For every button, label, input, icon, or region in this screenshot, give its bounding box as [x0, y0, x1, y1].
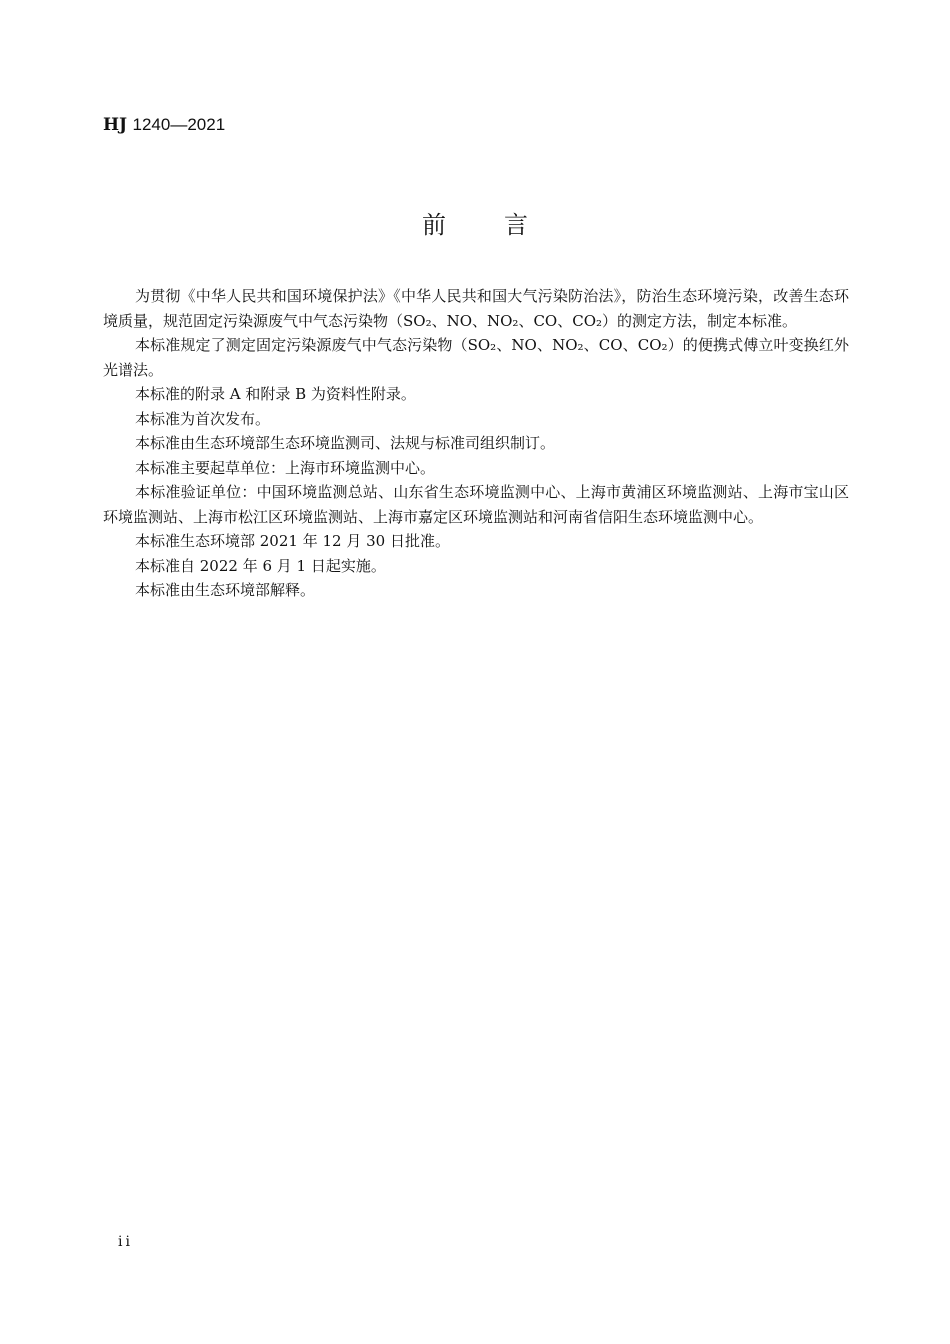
standard-prefix: HJ — [103, 115, 128, 135]
paragraph-first-release: 本标准为首次发布。 — [135, 409, 271, 428]
paragraph-verification-units: 本标准验证单位：中国环境监测总站、山东省生态环境监测中心、上海市黄浦区环境监测站、上海市宝山区环境监测站、上海市松江区环境监测站、上海市嘉定区环境监测站和河南省信阳生态环境监测中心。 — [103, 483, 849, 526]
paragraph-appendix: 本标准的附录 A 和附录 B 为资料性附录。 — [135, 385, 416, 403]
standard-identifier — [103, 115, 225, 135]
title-char-2: 言 — [504, 211, 528, 239]
title-char-1: 前 — [422, 211, 446, 239]
paragraph-interpretation: 本标准由生态环境部解释。 — [135, 581, 316, 599]
paragraph-purpose: 为贯彻《中华人民共和国环境保护法》《中华人民共和国大气污染防治法》，防治生态环境污染，改善生态环境质量，规范固定污染源废气中气态污染物（SO₂、NO、NO₂、CO、CO₂）的测定方法，制定本标准。 — [103, 287, 849, 330]
standard-number: 1240—2021 — [132, 115, 226, 134]
paragraph-effective-date: 本标准自 2022 年 6 月 1 日起实施。 — [135, 556, 386, 575]
paragraph-approval-date: 本标准生态环境部 2021 年 12 月 30 日批准。 — [135, 532, 450, 550]
paragraph-drafting-unit: 本标准主要起草单位：上海市环境监测中心。 — [135, 458, 436, 477]
paragraph-organizer: 本标准由生态环境部生态环境监测司、法规与标准司组织制订。 — [135, 434, 556, 452]
paragraph-scope: 本标准规定了测定固定污染源废气中气态污染物（SO₂、NO、NO₂、CO、CO₂）的便携式傅立叶变换红外光谱法。 — [103, 336, 849, 379]
page-title — [0, 205, 950, 240]
page-number: ii — [118, 1234, 133, 1250]
foreword-body — [103, 284, 849, 603]
